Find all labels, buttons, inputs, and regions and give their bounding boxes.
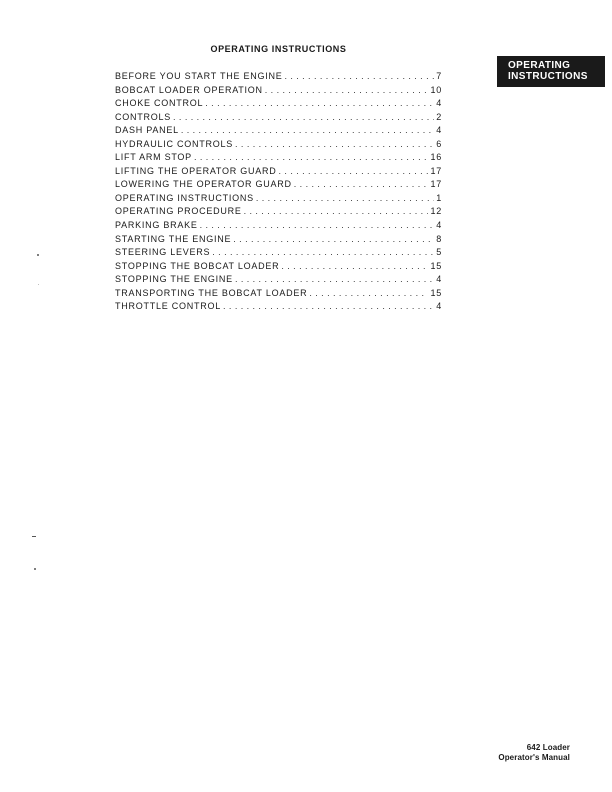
- footer-model: 642 Loader: [526, 743, 570, 752]
- dot-leader: [200, 220, 434, 230]
- index-entry-topic: STEERING LEVERS: [115, 247, 211, 258]
- dot-leader: [212, 247, 434, 257]
- section-tab: [497, 56, 605, 87]
- index-entry[interactable]: [115, 247, 442, 261]
- index-entry-page: 17: [430, 165, 442, 176]
- dot-leader: [265, 85, 429, 95]
- index-list: [115, 71, 442, 315]
- index-entry[interactable]: [115, 125, 442, 139]
- index-entry-topic: STOPPING THE ENGINE: [115, 274, 233, 285]
- index-entry-page: 5: [436, 247, 442, 258]
- index-entry[interactable]: [115, 112, 442, 126]
- scan-speck: [38, 284, 39, 285]
- index-entry-topic: PARKING BRAKE: [115, 220, 198, 231]
- dot-leader: [256, 193, 434, 203]
- index-entry-page: 4: [436, 274, 442, 285]
- section-tab-line-1: OPERATING: [508, 60, 571, 71]
- index-entry[interactable]: [115, 71, 442, 85]
- index-entry-page: 4: [436, 125, 442, 136]
- dot-leader: [181, 125, 434, 135]
- index-entry-topic: LIFT ARM STOP: [115, 152, 192, 163]
- index-entry[interactable]: [115, 234, 442, 248]
- footer-manual-name: Operator's Manual: [498, 753, 570, 762]
- index-entry[interactable]: [115, 261, 442, 275]
- index-entry-page: 15: [430, 287, 442, 298]
- index-entry-topic: STARTING THE ENGINE: [115, 233, 232, 244]
- index-entry-topic: OPERATING INSTRUCTIONS: [115, 192, 254, 203]
- index-entry[interactable]: [115, 220, 442, 234]
- dot-leader: [284, 71, 434, 81]
- index-entry-topic: DASH PANEL: [115, 125, 179, 136]
- index-entry[interactable]: [115, 301, 442, 315]
- dot-leader: [235, 139, 434, 149]
- dot-leader: [309, 288, 428, 298]
- index-entry-page: 4: [436, 98, 442, 109]
- dot-leader: [294, 179, 429, 189]
- index-entry-topic: CHOKE CONTROL: [115, 98, 204, 109]
- dot-leader: [173, 112, 434, 122]
- index-entry[interactable]: [115, 288, 442, 302]
- dot-leader: [194, 152, 429, 162]
- index-entry-topic: TRANSPORTING THE BOBCAT LOADER: [115, 287, 308, 298]
- index-entry-page: 7: [436, 71, 442, 81]
- index-entry-topic: LIFTING THE OPERATOR GUARD: [115, 165, 277, 176]
- index-entry-topic: THROTTLE CONTROL: [115, 301, 222, 312]
- index-entry[interactable]: [115, 152, 442, 166]
- index-entry-page: 16: [430, 152, 442, 163]
- index-entry[interactable]: [115, 98, 442, 112]
- page-title: OPERATING INSTRUCTIONS: [210, 44, 347, 54]
- index-entry-page: 8: [436, 233, 442, 244]
- manual-footer: [498, 743, 570, 763]
- index-entry-page: 17: [430, 179, 442, 190]
- index-entry-topic: HYDRAULIC CONTROLS: [115, 138, 234, 149]
- index-entry-page: 15: [430, 260, 442, 271]
- scan-speck: [32, 536, 36, 537]
- dot-leader: [281, 261, 428, 271]
- index-entry[interactable]: [115, 274, 442, 288]
- index-entry-page: 4: [436, 220, 442, 231]
- index-entry[interactable]: [115, 139, 442, 153]
- index-entry-page: 4: [436, 301, 442, 312]
- index-entry-topic: STOPPING THE BOBCAT LOADER: [115, 260, 280, 271]
- section-tab-line-2: INSTRUCTIONS: [508, 71, 588, 82]
- dot-leader: [223, 301, 434, 311]
- index-entry-page: 2: [436, 111, 442, 122]
- index-entry-topic: CONTROLS: [115, 111, 172, 122]
- index-entry[interactable]: [115, 166, 442, 180]
- dot-leader: [233, 234, 434, 244]
- index-entry[interactable]: [115, 206, 442, 220]
- index-entry-page: 6: [436, 138, 442, 149]
- scan-speck: [34, 568, 36, 570]
- dot-leader: [235, 274, 434, 284]
- index-entry[interactable]: [115, 193, 442, 207]
- index-entry-topic: LOWERING THE OPERATOR GUARD: [115, 179, 292, 190]
- index-entry[interactable]: [115, 179, 442, 193]
- index-entry[interactable]: [115, 85, 442, 99]
- index-entry-topic: BOBCAT LOADER OPERATION: [115, 84, 263, 95]
- index-entry-topic: OPERATING PROCEDURE: [115, 206, 242, 217]
- index-entry-page: 1: [436, 192, 442, 203]
- scan-speck: [37, 254, 39, 256]
- dot-leader: [279, 166, 429, 176]
- index-entry-topic: BEFORE YOU START THE ENGINE: [115, 71, 283, 81]
- dot-leader: [205, 98, 434, 108]
- index-entry-page: 12: [430, 206, 442, 217]
- index-entry-page: 10: [430, 84, 442, 95]
- dot-leader: [244, 206, 429, 216]
